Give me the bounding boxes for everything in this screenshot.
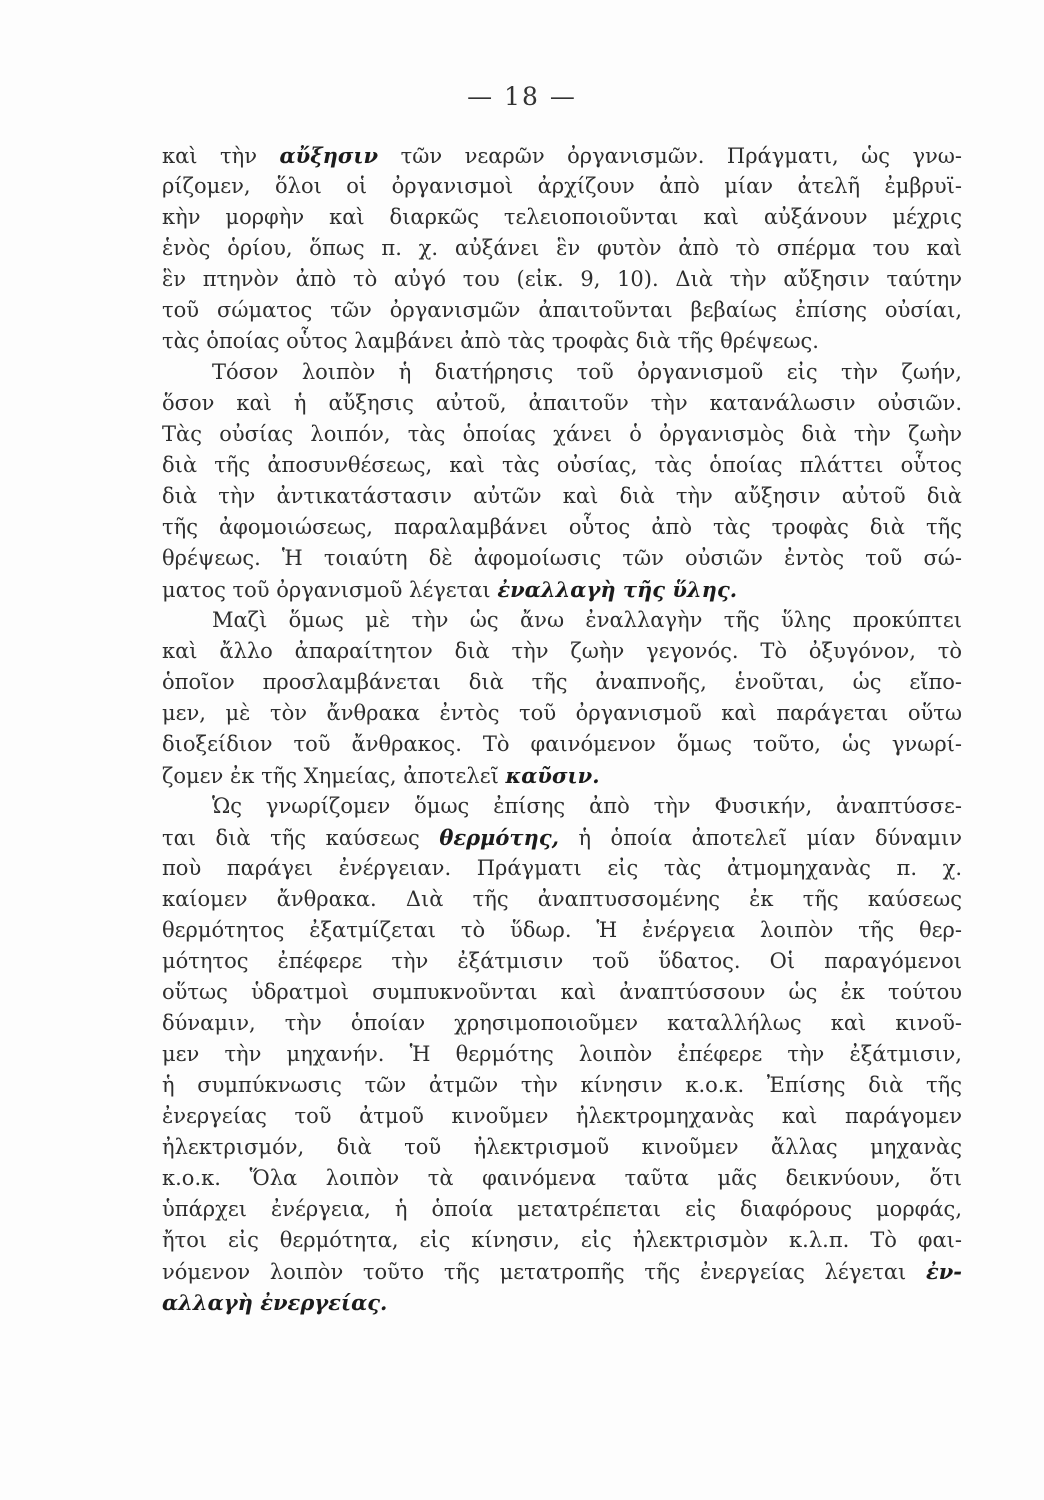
text-run: κ.ο.κ. Ὅλα λοιπὸν τὰ φαινόμενα ταῦτα μᾶς δεικνύουν, ὅτι [162, 1166, 962, 1190]
text-run: ὅσον καὶ ἡ αὔξησις αὐτοῦ, ἀπαιτοῦν τὴν κατανάλωσιν οὐσιῶν. [162, 391, 962, 415]
paragraph [162, 791, 962, 1318]
text-line [162, 295, 962, 326]
text-run: ματος τοῦ ὀργανισμοῦ λέγεται [162, 578, 498, 602]
paragraph [162, 605, 962, 791]
text-run: μεν τὴν μηχανήν. Ἡ θερμότης λοιπὸν ἐπέφερε τὴν ἐξάτμισιν, [162, 1042, 962, 1066]
text-line [162, 1256, 962, 1287]
text-line [162, 1225, 962, 1256]
text-run: καὶ ἄλλο ἀπαραίτητον διὰ τὴν ζωὴν γεγονός. Τὸ ὀξυγόνον, τὸ [162, 639, 962, 663]
text-line [162, 1039, 962, 1070]
text-run: ζομεν ἐκ τῆς Χημείας, ἀποτελεῖ [162, 764, 506, 788]
emphasized-term: καῦσιν. [505, 763, 600, 788]
text-run: θρέψεως. Ἡ τοιαύτη δὲ ἀφομοίωσις τῶν οὐσιῶν ἐντὸς τοῦ σώ- [162, 546, 962, 570]
text-run: Τὰς οὐσίας λοιπόν, τὰς ὁποίας χάνει ὁ ὀργανισμὸς διὰ τὴν ζωὴν [162, 422, 962, 446]
text-run: τῆς ἀφομοιώσεως, παραλαμβάνει οὗτος ἀπὸ τὰς τροφὰς διὰ τῆς [162, 515, 962, 539]
text-line [162, 605, 962, 636]
text-line [162, 729, 962, 760]
text-run: ται διὰ τῆς καύσεως [162, 826, 440, 850]
text-run: ἤτοι εἰς θερμότητα, εἰς κίνησιν, εἰς ἠλεκτρισμὸν κ.λ.π. Τὸ φαι- [162, 1228, 962, 1252]
text-run: μότητος ἐπέφερε τὴν ἐξάτμισιν τοῦ ὕδατος. Οἱ παραγόμενοι [162, 949, 962, 973]
text-line [162, 419, 962, 450]
text-run: ἡ ὁποία ἀποτελεῖ μίαν δύναμιν [558, 826, 962, 850]
text-run: καὶ τὴν [162, 144, 280, 168]
text-run: μεν, μὲ τὸν ἄνθρακα ἐντὸς τοῦ ὀργανισμοῦ καὶ παράγεται οὕτω [162, 701, 962, 725]
emphasized-term: αὔξησιν [279, 143, 379, 168]
text-line [162, 946, 962, 977]
text-line [162, 450, 962, 481]
text-run: δύναμιν, τὴν ὁποίαν χρησιμοποιοῦμεν καταλλήλως καὶ κινοῦ- [162, 1011, 962, 1035]
body-text [162, 140, 962, 1318]
text-run: θερμότητος ἐξατμίζεται τὸ ὕδωρ. Ἡ ἐνέργεια λοιπὸν τῆς θερ- [162, 918, 962, 942]
text-run: ἡ συμπύκνωσις τῶν ἀτμῶν τὴν κίνησιν κ.ο.κ. Ἐπίσης διὰ τῆς [162, 1073, 962, 1097]
text-line [162, 574, 962, 605]
text-run: ἓν πτηνὸν ἀπὸ τὸ αὐγό του (εἰκ. 9, 10). Διὰ τὴν αὔξησιν ταύτην [162, 267, 962, 291]
text-line [162, 326, 962, 357]
text-run: διὰ τῆς ἀποσυνθέσεως, καὶ τὰς οὐσίας, τὰς ὁποίας πλάττει οὗτος [162, 453, 962, 477]
text-run: Ὡς γνωρίζομεν ὅμως ἐπίσης ἀπὸ τὴν Φυσικήν, ἀναπτύσσε- [212, 794, 962, 818]
text-line [162, 140, 962, 171]
emphasized-term: αλλαγὴ ἐνεργείας. [162, 1290, 388, 1315]
text-line [162, 1163, 962, 1194]
text-run: οὕτως ὑδρατμοὶ συμπυκνοῦνται καὶ ἀναπτύσσουν ὡς ἐκ τούτου [162, 980, 962, 1004]
text-line [162, 884, 962, 915]
text-run: ἑνὸς ὁρίου, ὅπως π. χ. αὐξάνει ἓν φυτὸν ἀπὸ τὸ σπέρμα του καὶ [162, 236, 962, 260]
text-run: ὑπάρχει ἐνέργεια, ἡ ὁποία μετατρέπεται εἰς διαφόρους μορφάς, [162, 1197, 962, 1221]
emphasized-term: ἐναλλαγὴ τῆς ὕλης. [497, 577, 738, 602]
paragraph [162, 357, 962, 605]
text-run: διοξείδιον τοῦ ἄνθρακος. Τὸ φαινόμενον ὅμως τοῦτο, ὡς γνωρί- [162, 732, 962, 756]
text-line [162, 543, 962, 574]
text-run: διὰ τὴν ἀντικατάστασιν αὐτῶν καὶ διὰ τὴν αὔξησιν αὐτοῦ διὰ [162, 484, 962, 508]
text-line [162, 1008, 962, 1039]
text-line [162, 791, 962, 822]
text-run: τοῦ σώματος τῶν ὀργανισμῶν ἀπαιτοῦνται βεβαίως ἐπίσης οὐσίαι, [162, 298, 962, 322]
emphasized-term: θερμότης, [439, 825, 559, 850]
text-line [162, 171, 962, 202]
text-line [162, 512, 962, 543]
text-line [162, 1101, 962, 1132]
text-line [162, 822, 962, 853]
text-line [162, 915, 962, 946]
text-line [162, 1070, 962, 1101]
text-run: νόμενον λοιπὸν τοῦτο τῆς μετατροπῆς τῆς ἐνεργείας λέγεται [162, 1260, 926, 1284]
text-run: ρίζομεν, ὅλοι οἱ ὀργανισμοὶ ἀρχίζουν ἀπὸ μίαν ἀτελῆ ἐμβρυϊ- [162, 174, 962, 198]
text-line [162, 698, 962, 729]
text-run: ποὺ παράγει ἐνέργειαν. Πράγματι εἰς τὰς ἀτμομηχανὰς π. χ. [162, 856, 962, 880]
emphasized-term: ἐν- [925, 1259, 962, 1284]
text-line [162, 202, 962, 233]
text-line [162, 1194, 962, 1225]
text-line [162, 264, 962, 295]
text-line [162, 977, 962, 1008]
text-line [162, 636, 962, 667]
text-run: Μαζὶ ὅμως μὲ τὴν ὡς ἄνω ἐναλλαγὴν τῆς ὕλης προκύπτει [212, 608, 962, 632]
text-line [162, 667, 962, 698]
text-run: Τόσον λοιπὸν ἡ διατήρησις τοῦ ὀργανισμοῦ εἰς τὴν ζωήν, [212, 360, 962, 384]
text-run: τὰς ὁποίας οὗτος λαμβάνει ἀπὸ τὰς τροφὰς διὰ τῆς θρέψεως. [162, 329, 819, 353]
text-line [162, 1287, 962, 1318]
page-number: — 18 — [467, 82, 577, 111]
text-run: τῶν νεαρῶν ὀργανισμῶν. Πράγματι, ὡς γνω- [378, 144, 962, 168]
text-run: ἠλεκτρισμόν, διὰ τοῦ ἠλεκτρισμοῦ κινοῦμεν ἄλλας μηχανὰς [162, 1135, 962, 1159]
text-run: ὁποῖον προσλαμβάνεται διὰ τῆς ἀναπνοῆς, ἑνοῦται, ὡς εἴπο- [162, 670, 962, 694]
text-line [162, 481, 962, 512]
text-line [162, 1132, 962, 1163]
text-line [162, 388, 962, 419]
text-run: ἐνεργείας τοῦ ἀτμοῦ κινοῦμεν ἠλεκτρομηχανὰς καὶ παράγομεν [162, 1104, 962, 1128]
text-line [162, 760, 962, 791]
text-line [162, 233, 962, 264]
paragraph [162, 140, 962, 357]
text-run: κὴν μορφὴν καὶ διαρκῶς τελειοποιοῦνται καὶ αὐξάνουν μέχρις [162, 205, 962, 229]
text-line [162, 357, 962, 388]
text-line [162, 853, 962, 884]
text-run: καίομεν ἄνθρακα. Διὰ τῆς ἀναπτυσσομένης ἐκ τῆς καύσεως [162, 887, 962, 911]
